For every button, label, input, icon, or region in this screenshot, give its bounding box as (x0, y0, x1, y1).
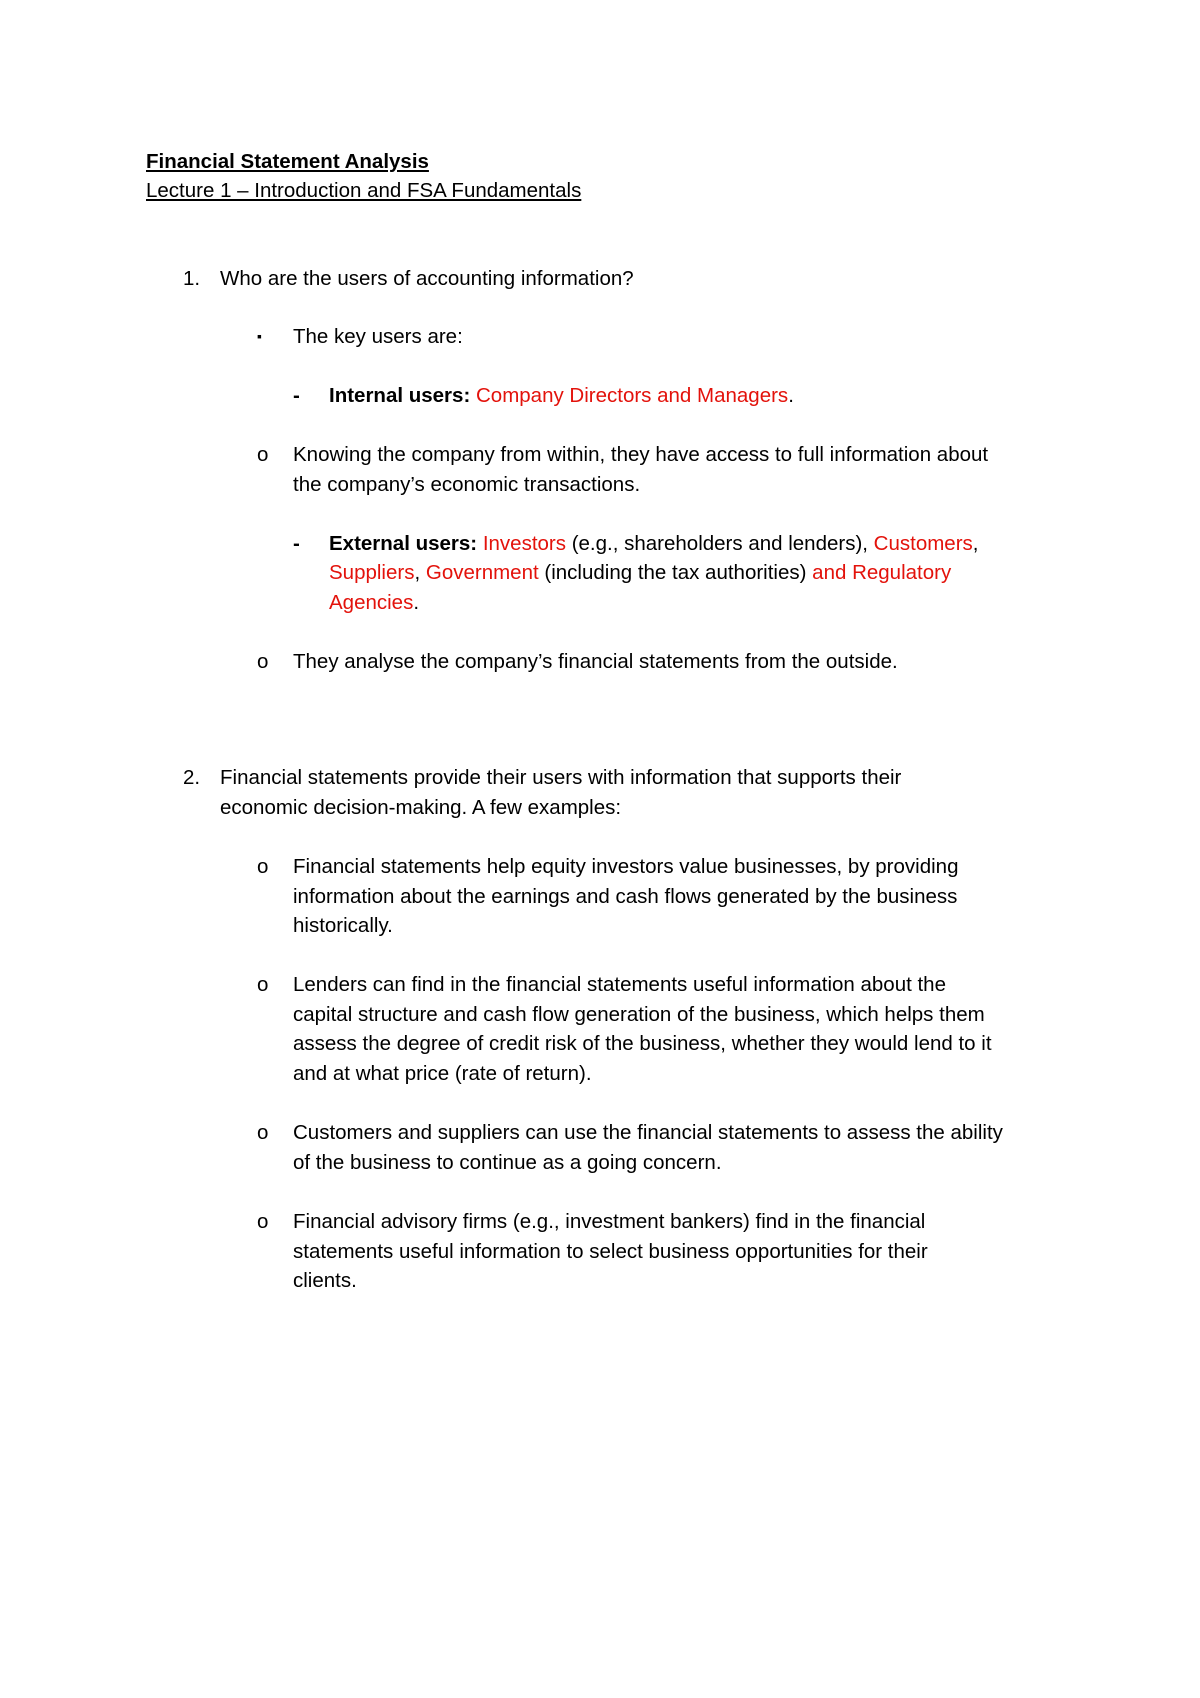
document-title: Financial Statement Analysis (146, 150, 429, 173)
internal-users-line (329, 381, 794, 411)
external-government-note: (including the tax authorities) (538, 561, 813, 584)
internal-note-line-2: the company’s economic transactions. (293, 473, 641, 496)
internal-users-end: . (788, 384, 794, 407)
circle-bullet-icon: o (257, 443, 269, 466)
external-investors-note: (e.g., shareholders and lenders), (566, 532, 874, 555)
example-4-line-1: Financial advisory firms (e.g., investment bankers) find in the financial (293, 1210, 926, 1233)
external-comma-1: , (972, 532, 979, 555)
example-2-line-2: capital structure and cash flow generation of the business, which helps them (293, 1003, 985, 1026)
dash-bullet-icon: - (293, 532, 300, 555)
external-government: Government (425, 561, 539, 584)
internal-users-label: Internal users: (329, 384, 471, 407)
internal-users-highlight: Company Directors and Managers (475, 384, 789, 407)
external-note: They analyse the company’s financial statements from the outside. (293, 650, 898, 673)
example-2-line-1: Lenders can find in the financial statements useful information about the (293, 973, 946, 996)
example-1-line-2: information about the earnings and cash flows generated by the business (293, 885, 958, 908)
external-investors: Investors (482, 532, 566, 555)
external-comma-2: , (414, 561, 426, 584)
external-users-line-3 (329, 588, 419, 618)
dash-bullet-icon: - (293, 384, 300, 407)
circle-bullet-icon: o (257, 973, 269, 996)
external-customers: Customers (873, 532, 973, 555)
external-users-line-1 (329, 529, 978, 559)
question-1-text: Who are the users of accounting information? (220, 267, 634, 290)
example-2-line-3: assess the degree of credit risk of the business, whether they would lend to it (293, 1032, 992, 1055)
external-users-label: External users: (329, 532, 478, 555)
key-users-text: The key users are: (293, 325, 463, 348)
example-1-line-1: Financial statements help equity investors value businesses, by providing (293, 855, 959, 878)
example-3-line-1: Customers and suppliers can use the financial statements to assess the ability (293, 1121, 1003, 1144)
example-4-line-3: clients. (293, 1269, 357, 1292)
question-2-intro-line-2: economic decision-making. A few examples: (220, 796, 622, 819)
square-bullet-icon: ▪ (257, 328, 262, 344)
question-2-intro-line-1: Financial statements provide their users with information that supports their (220, 766, 902, 789)
example-4-line-2: statements useful information to select business opportunities for their (293, 1240, 928, 1263)
document-subtitle: Lecture 1 – Introduction and FSA Fundamentals (146, 179, 582, 202)
internal-note-line-1: Knowing the company from within, they have access to full information about (293, 443, 989, 466)
question-1-number: 1. (183, 267, 201, 290)
example-3-line-2: of the business to continue as a going concern. (293, 1151, 722, 1174)
external-users-line-2 (329, 558, 951, 588)
external-agencies: Agencies (329, 591, 414, 614)
external-end: . (413, 591, 420, 614)
circle-bullet-icon: o (257, 650, 269, 673)
circle-bullet-icon: o (257, 1210, 269, 1233)
example-1-line-3: historically. (293, 914, 393, 937)
circle-bullet-icon: o (257, 855, 269, 878)
question-2-number: 2. (183, 766, 201, 789)
external-suppliers: Suppliers (329, 561, 415, 584)
circle-bullet-icon: o (257, 1121, 269, 1144)
example-2-line-4: and at what price (rate of return). (293, 1062, 592, 1085)
external-regulatory: and Regulatory (812, 561, 952, 584)
